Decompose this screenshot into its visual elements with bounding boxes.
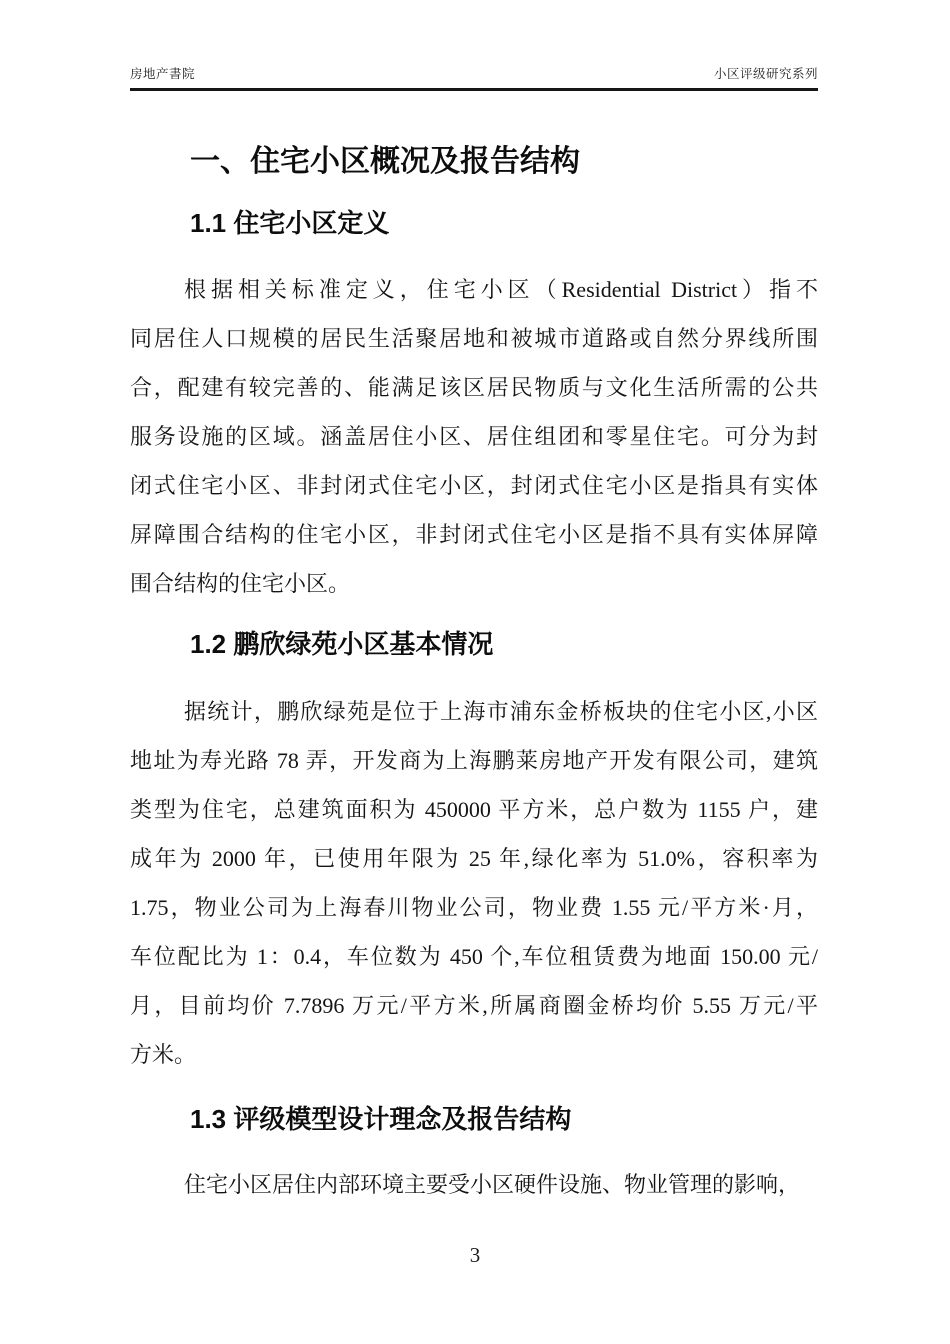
paragraph-line: 车位配比为 1：0.4，车位数为 450 个,车位租赁费为地面 150.00 元/	[130, 944, 818, 969]
paragraph-line: 方米。	[130, 1042, 197, 1067]
paragraph-line: 同居住人口规模的居民生活聚居地和被城市道路或自然分界线所围	[130, 326, 818, 351]
paragraph-line: 闭式住宅小区、非封闭式住宅小区，封闭式住宅小区是指具有实体	[130, 473, 818, 498]
paragraph-line: 据统计，鹏欣绿苑是位于上海市浦东金桥板块的住宅小区,小区	[184, 699, 818, 724]
section-heading-1-1: 1.1 住宅小区定义	[190, 208, 390, 238]
paragraph-line: 服务设施的区域。涵盖居住小区、居住组团和零星住宅。可分为封	[130, 424, 818, 449]
section-heading-1-3: 1.3 评级模型设计理念及报告结构	[190, 1104, 572, 1134]
section-heading-1-2: 1.2 鹏欣绿苑小区基本情况	[190, 629, 494, 659]
page-number: 3	[469, 1243, 481, 1267]
paragraph-line: 地址为寿光路 78 弄，开发商为上海鹏莱房地产开发有限公司，建筑	[130, 748, 818, 773]
header-left-text: 房地产書院	[130, 67, 196, 81]
paragraph-definition	[130, 265, 818, 608]
paragraph-line: 围合结构的住宅小区。	[130, 571, 351, 596]
paragraph-line: 1.75，物业公司为上海春川物业公司，物业费 1.55 元/平方米·月，	[130, 895, 818, 920]
header-right-text: 小区评级研究系列	[713, 67, 818, 81]
paragraph-line: 住宅小区居住内部环境主要受小区硬件设施、物业管理的影响，	[184, 1172, 801, 1197]
paragraph-model-design	[130, 1160, 818, 1209]
paragraph-line: 合，配建有较完善的、能满足该区居民物质与文化生活所需的公共	[130, 375, 818, 400]
paragraph-line: 成年为 2000 年，已使用年限为 25 年,绿化率为 51.0%，容积率为	[130, 846, 818, 871]
paragraph-line: 根据相关标准定义，住宅小区（Residential District）指不	[184, 277, 818, 302]
paragraph-line: 类型为住宅，总建筑面积为 450000 平方米，总户数为 1155 户，建	[130, 797, 818, 822]
paragraph-community-info	[130, 687, 818, 1079]
paragraph-line: 屏障围合结构的住宅小区，非封闭式住宅小区是指不具有实体屏障	[130, 522, 818, 547]
paragraph-line: 月，目前均价 7.7896 万元/平方米,所属商圈金桥均价 5.55 万元/平	[130, 993, 818, 1018]
doc-title: 一、住宅小区概况及报告结构	[190, 145, 580, 178]
page-header	[130, 64, 818, 91]
